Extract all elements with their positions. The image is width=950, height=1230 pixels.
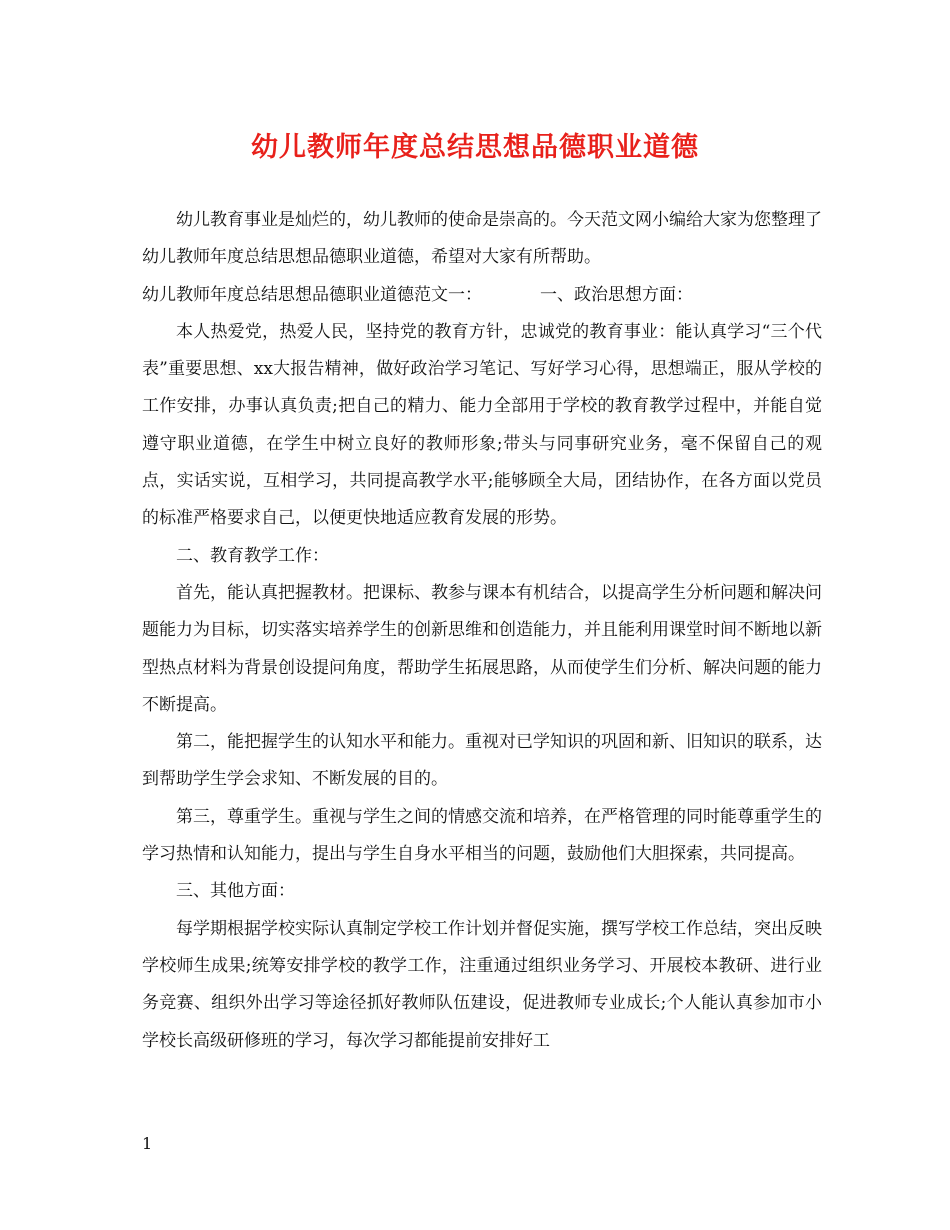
section1-heading: 一、政治思想方面：	[540, 284, 693, 305]
section2-paragraph-1: 首先，能认真把握教材。把课标、教参与课本有机结合，以提高学生分析问题和解决问题能力为目标，切实落实培养学生的创新思维和创造能力，并且能利用课堂时间不断地以新型热点材料为背景创设提问角度，帮助学生拓展思路，从而使学生们分析、解决问题的能力不断提高。	[142, 582, 822, 715]
section3-heading: 三、其他方面：	[176, 881, 295, 902]
intro-paragraph: 幼儿教育事业是灿烂的，幼儿教师的使命是崇高的。今天范文网小编给大家为您整理了幼儿教师年度总结思想品德职业道德，希望对大家有所帮助。	[142, 210, 822, 268]
section2-paragraph-2: 第二，能把握学生的认知水平和能力。重视对已学知识的巩固和新、旧知识的联系，达到帮助学生学会求知、不断发展的目的。	[142, 732, 822, 790]
sample-label: 幼儿教师年度总结思想品德职业道德范文一：	[142, 284, 482, 305]
section1-paragraph: 本人热爱党，热爱人民，坚持党的教育方针，忠诚党的教育事业：能认真学习“三个代表”重要思想、xx大报告精神，做好政治学习笔记、写好学习心得，思想端正，服从学校的工作安排，办事认真负责;把自己的精力、能力全部用于学校的教育教学过程中，并能自觉遵守职业道德，在学生中树立良好的教师形象;带头与同事研究业务，毫不保留自己的观点，实话实说，互相学习，共同提高教学水平;能够顾全大局，团结协作，在各方面以党员的标准严格要求自己，以便更快地适应教育发展的形势。	[142, 321, 822, 529]
page-number: 1	[142, 1134, 153, 1153]
section2-heading: 二、教育教学工作：	[176, 545, 329, 566]
section3-paragraph: 每学期根据学校实际认真制定学校工作计划并督促实施，撰写学校工作总结，突出反映学校师生成果;统筹安排学校的教学工作，注重通过组织业务学习、开展校本教研、进行业务竞赛、组织外出学习等途径抓好教师队伍建设，促进教师专业成长;个人能认真参加市小学校长高级研修班的学习，每次学习都能提前安排好工	[142, 918, 822, 1051]
sample-heading-line	[142, 277, 822, 314]
document-body	[142, 202, 822, 1060]
section2-paragraph-3: 第三，尊重学生。重视与学生之间的情感交流和培养，在严格管理的同时能尊重学生的学习热情和认知能力，提出与学生自身水平相当的问题，鼓励他们大胆探索，共同提高。	[142, 806, 822, 865]
document-title: 幼儿教师年度总结思想品德职业道德	[251, 132, 699, 163]
